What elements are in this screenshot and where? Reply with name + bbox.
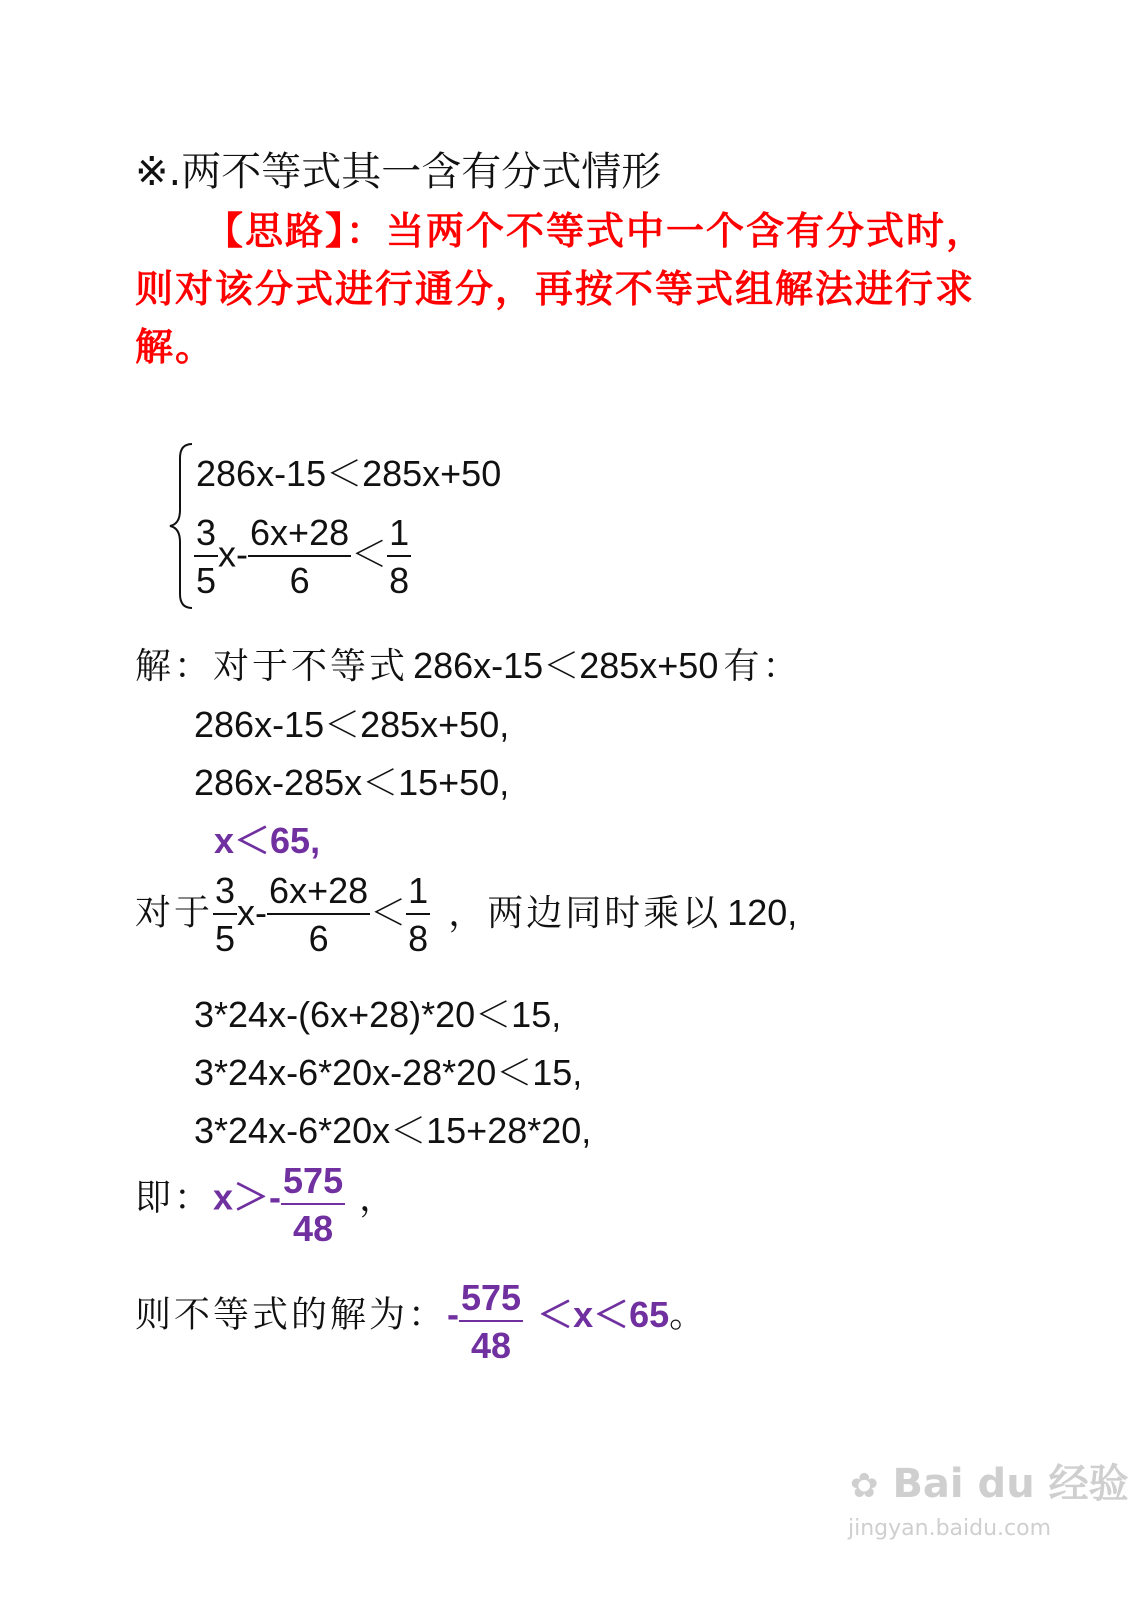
watermark-url: jingyan.baidu.com xyxy=(848,1516,1052,1541)
fraction-1-8-b: $\frac{1}{8}$ xyxy=(408,870,429,959)
step-5: 3*24x-6*20x＜15+28*20, xyxy=(194,1110,592,1151)
fraction-575-48: $\frac{575}{48}$ xyxy=(283,1160,344,1249)
fraction-1-8: $\frac{1}{8}$ xyxy=(389,512,410,601)
solution-intro: 解：对于不等式 286x-15＜285x+50 有： xyxy=(135,645,802,687)
hint-line-3: 解。 xyxy=(135,324,216,369)
step-3: 3*24x-(6x+28)*20＜15, xyxy=(194,994,562,1035)
result-1: x＜65, xyxy=(214,820,321,861)
system-equation-1: 286x-15＜285x+50 xyxy=(196,453,502,494)
fraction-3-5: $\frac{3}{5}$ xyxy=(196,512,217,601)
fraction-6x28-6-b: $\frac{6x+28}{6}$ xyxy=(269,870,369,959)
second-inequality-intro: 对于 $\frac{3}{5}$ x- $\frac{6x+28}{6}$ ＜ $\frac{1}{8}$ ，两边同时乘以 120, xyxy=(135,870,798,959)
hint-line-1: 【思路】：当两个不等式中一个含有分式时， xyxy=(205,208,987,253)
result-2-line: 即：x＞- $\frac{575}{48}$ ， xyxy=(135,1160,399,1249)
fraction-6x28-6: $\frac{6x+28}{6}$ xyxy=(250,512,350,601)
fraction-3-5-b: $\frac{3}{5}$ xyxy=(215,870,236,959)
page-title: ※.两不等式其一含有分式情形 xyxy=(135,149,662,195)
final-answer-line: 则不等式的解为：- $\frac{575}{48}$ ＜x＜65。 xyxy=(135,1277,709,1366)
step-1: 286x-15＜285x+50, xyxy=(194,704,510,745)
step-4: 3*24x-6*20x-28*20＜15, xyxy=(194,1052,583,1093)
paw-icon: ✿ xyxy=(850,1466,879,1506)
hint-line-2: 则对该分式进行通分，再按不等式组解法进行求 xyxy=(135,266,976,311)
watermark-logo: ✿ Bai du 经验 xyxy=(850,1461,1129,1507)
step-2: 286x-285x＜15+50, xyxy=(194,762,510,803)
fraction-575-48-final: $\frac{575}{48}$ xyxy=(461,1277,522,1366)
system-equation-2: $\frac{3}{5}$ x- $\frac{6x+28}{6}$ ＜ $\frac{1}{8}$ xyxy=(196,512,410,601)
